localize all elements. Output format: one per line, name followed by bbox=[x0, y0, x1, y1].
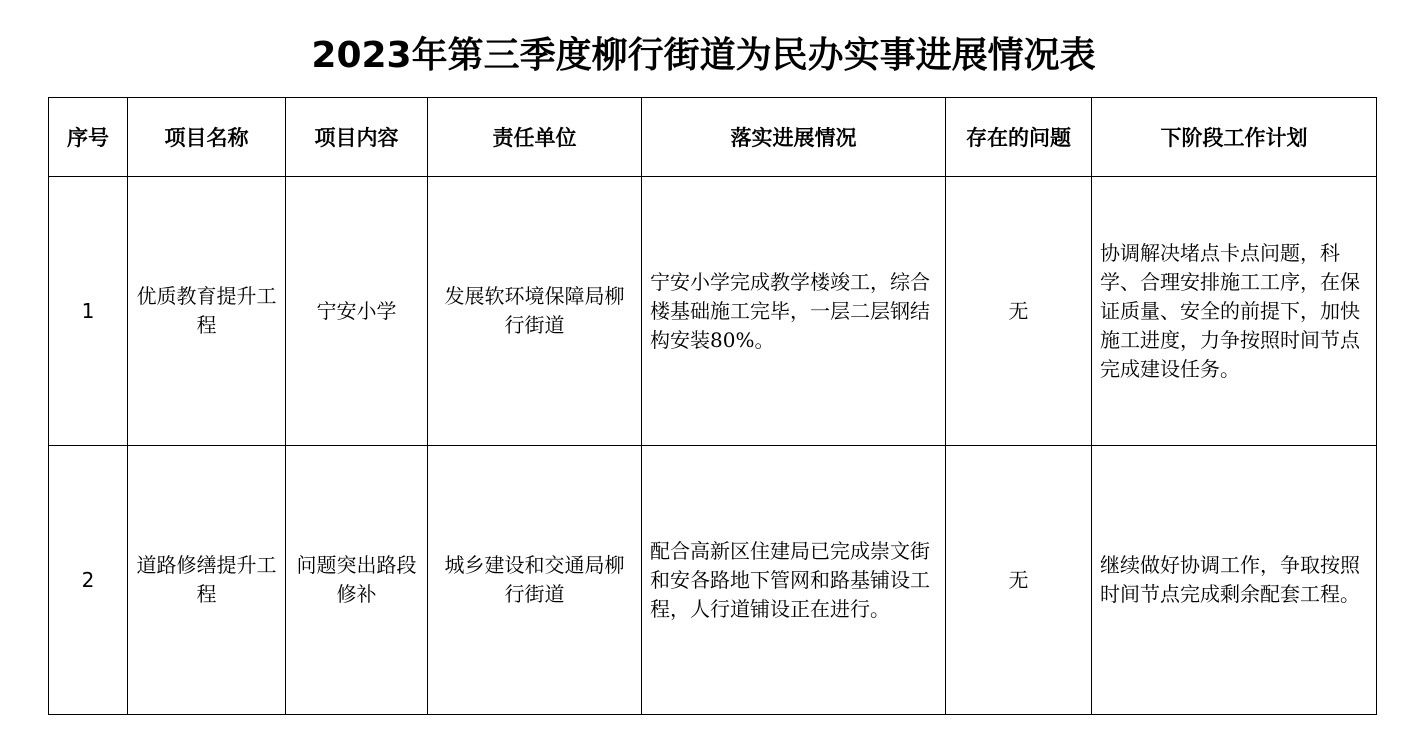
header-progress: 落实进展情况 bbox=[642, 98, 946, 177]
table-row bbox=[49, 446, 1377, 715]
header-seq: 序号 bbox=[49, 98, 128, 177]
cell-name: 道路修缮提升工程 bbox=[128, 446, 286, 715]
table-row bbox=[49, 177, 1377, 446]
table-header-row bbox=[49, 98, 1377, 177]
cell-seq: 2 bbox=[49, 446, 128, 715]
cell-problem: 无 bbox=[946, 446, 1092, 715]
progress-table bbox=[48, 97, 1377, 715]
header-plan: 下阶段工作计划 bbox=[1092, 98, 1377, 177]
cell-seq: 1 bbox=[49, 177, 128, 446]
cell-progress: 配合高新区住建局已完成崇文街和安各路地下管网和路基铺设工程，人行道铺设正在进行。 bbox=[642, 446, 946, 715]
header-content: 项目内容 bbox=[286, 98, 428, 177]
header-problem: 存在的问题 bbox=[946, 98, 1092, 177]
cell-content: 问题突出路段修补 bbox=[286, 446, 428, 715]
page-title: 2023年第三季度柳行街道为民办实事进展情况表 bbox=[311, 35, 1096, 76]
cell-unit: 发展软环境保障局柳行街道 bbox=[428, 177, 642, 446]
cell-content: 宁安小学 bbox=[286, 177, 428, 446]
header-name: 项目名称 bbox=[128, 98, 286, 177]
cell-unit: 城乡建设和交通局柳行街道 bbox=[428, 446, 642, 715]
cell-plan: 协调解决堵点卡点问题，科学、合理安排施工工序，在保证质量、安全的前提下，加快施工进度，力争按照时间节点完成建设任务。 bbox=[1092, 177, 1377, 446]
cell-name: 优质教育提升工程 bbox=[128, 177, 286, 446]
cell-plan: 继续做好协调工作，争取按照时间节点完成剩余配套工程。 bbox=[1092, 446, 1377, 715]
header-unit: 责任单位 bbox=[428, 98, 642, 177]
cell-progress: 宁安小学完成教学楼竣工，综合楼基础施工完毕，一层二层钢结构安装80%。 bbox=[642, 177, 946, 446]
cell-problem: 无 bbox=[946, 177, 1092, 446]
